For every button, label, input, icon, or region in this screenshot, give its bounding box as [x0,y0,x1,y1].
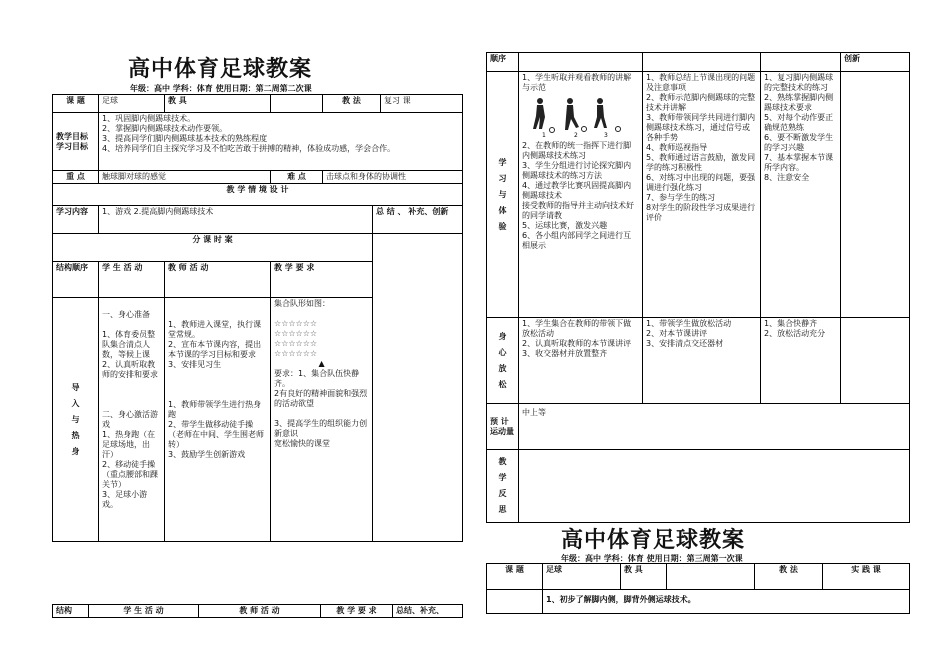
goals-label: 教学目标 学习目标 [53,113,99,171]
relax-requirements: 1、集合快静齐 2、放松活动充分 [761,318,841,404]
lesson-meta-2: 年级：高中 学科：体育 使用日期：第三周第一次课 [561,554,743,563]
relax-teacher: 1、带领学生做放松活动 2、对本节课讲评 3、安排清点交还器材 [643,318,761,404]
ball-icon [616,127,621,132]
kick-demo-figure [522,96,634,138]
content-value: 1、游戏 2.提高脚内侧踢球技术 [99,206,373,234]
jiao-fa-value-2: 实 践 课 [823,564,910,590]
teacher-activities: 1、教师进入课堂，执行课堂常规。 2、宣布本节课内容，提出本节课的学习目标和要求 3、安排见习生 1、教师带领学生进行热身跑 2、带学生做移动徒手操（老师在中间、学生围老师转） 3、鼓励学生创新游戏 [165,298,271,542]
order-header: 顺序 [487,53,519,72]
jiao-ju-value [271,95,323,113]
zhongdian-label: 重 点 [53,171,99,184]
jiao-ju-label-2: 教 具 [621,564,667,590]
figure-label-3: 3 [604,132,608,138]
goals-label-2 [487,590,543,614]
learn-requirements: 1、复习脚内侧踢球的完整技术的练习 2、熟练掌握脚内侧踢球技术要求 5、对每个动作要正确规范熟练 6、要不断激发学生的学习兴趣 7、基本掌握本节课所学内容。 8、注意安全 [761,72,841,318]
ball-icon [582,127,587,132]
summary-cell [373,234,463,542]
student-header: 学 生 活 动 [99,262,165,298]
learn-teacher-activities: 1、教师总结上节课出现的问题及注意事项 2、教师示范脚内侧踢球的完整技术并讲解 3、教师带领同学共同进行脚内侧踢球技术练习，通过信号或各种手势 4、教师巡视指导 5、教师通过语言鼓励，激发同学的练习积极性 6、对练习中出现的问题，要强调进行强化练习 7、参与学生的练习 8对学生的阶段性学习成果进行评价 [643,72,761,318]
footer-student: 学 生 活 动 [89,605,199,618]
require-header: 教 学 要 求 [271,262,373,298]
nandian-label: 难 点 [271,171,323,184]
footer-require: 教 学 要 求 [321,605,393,618]
lesson-plan-table [52,94,463,542]
figure-label-2: 2 [574,132,578,138]
ke-ti-value-2: 足球 [543,564,621,590]
nandian-value: 击球点和身体的协调性 [323,171,463,184]
footer-structure: 结构 [53,605,89,618]
page-title: 高中体育足球教案 [128,57,313,82]
lesson-plan-table-2 [486,563,910,614]
structure-header: 结构顺序 [53,262,99,298]
student-activities: 一、身心准备 1、体育委员整队集合清点人数，等候上课 2、认真听取教师的安排和要求 二、身心激活游戏 1、热身跑（在足球场地，出汗） 2、移动徒手操（重点腰部和踝关节） 3、足球小游戏。 [99,298,165,542]
figure-label-1: 1 [542,132,546,138]
footer-teacher: 教 师 活 动 [199,605,321,618]
schedule-title: 分 课 时 案 [53,234,373,262]
ke-ti-label-2: 课 题 [487,564,543,590]
reflect-value [519,450,910,523]
continued-plan-table [486,52,910,523]
summary-label: 总 结 、 补充、创新 [373,206,463,234]
relax-student: 1、学生集合在教师的带领下做放松活动 2、认真听取教师的本节课讲评 3、收交器材并放置整齐 [519,318,643,404]
learn-student-activities: 1、学生听取并观看教师的讲解与示范 1 2 3 2、在教师的统一指挥下进行脚内侧踢球技术练习 3、学生分组进行讨论探究脚内侧踢球技术的练习方法 4、通过教学比赛巩固提高脚内侧踢球技术 接受教师的指导并主动向技术好的同学请教 5、运球比赛，激发兴趣 6、各小组内部同学之间进行互相展示 [519,72,643,318]
load-value: 中上等 [519,404,910,450]
reflect-label: 教 学 反 思 [487,450,519,523]
footer-summary: 总结、补充、 [393,605,463,618]
ke-ti-label: 课 题 [53,95,99,113]
jiao-fa-label-2: 教 法 [755,564,823,590]
load-label: 预 计运动量 [487,404,519,450]
lesson-meta: 年级：高中 学科：体育 使用日期：第二周第二次课 [130,84,312,93]
footer-header-table [52,604,463,618]
jiao-fa-label: 教 法 [323,95,381,113]
ke-ti-value: 足球 [99,95,165,113]
zhongdian-value: 触球脚对球的感觉 [99,171,271,184]
design-title: 教 学 情 境 设 计 [53,184,463,206]
jiao-ju-label: 教 具 [165,95,271,113]
teaching-requirements: 集合队形如图： ☆☆☆☆☆☆ ☆☆☆☆☆☆ ☆☆☆☆☆☆ ☆☆☆☆☆☆ ▲ 要求：1、集合队伍快静齐。 2有良好的精神面貌和强烈的活动欲望 3、提高学生的组织能力创新意识 宽松愉快的课堂 [271,298,373,542]
ball-icon [550,128,555,133]
relax-label: 身 心 放 松 [487,318,519,404]
goal-line-2: 1、初步了解脚内侧，脚背外侧运球技术。 [543,590,910,614]
jiao-fa-value: 复习 课 [381,95,463,113]
teacher-header: 教 师 活 动 [165,262,271,298]
learn-phase-label: 学 习 与 体 验 [487,72,519,318]
learn-innovate [841,72,910,318]
player-figure [533,98,607,130]
phase-label: 导 入 与 热 身 [53,298,99,542]
content-label: 学习内容 [53,206,99,234]
goals-list: 1、巩固脚内侧踢球技术。 2、掌握脚内侧踢球技术动作要领。 3、提高同学们脚内侧踢球基本技术的熟练程度 4、培养同学们自主探究学习及不怕吃苦敢于拼搏的精神，体验成功感，学会合作。 [99,113,463,171]
innovate-header: 创新 [841,53,910,72]
page-title-2: 高中体育足球教案 [561,528,746,553]
